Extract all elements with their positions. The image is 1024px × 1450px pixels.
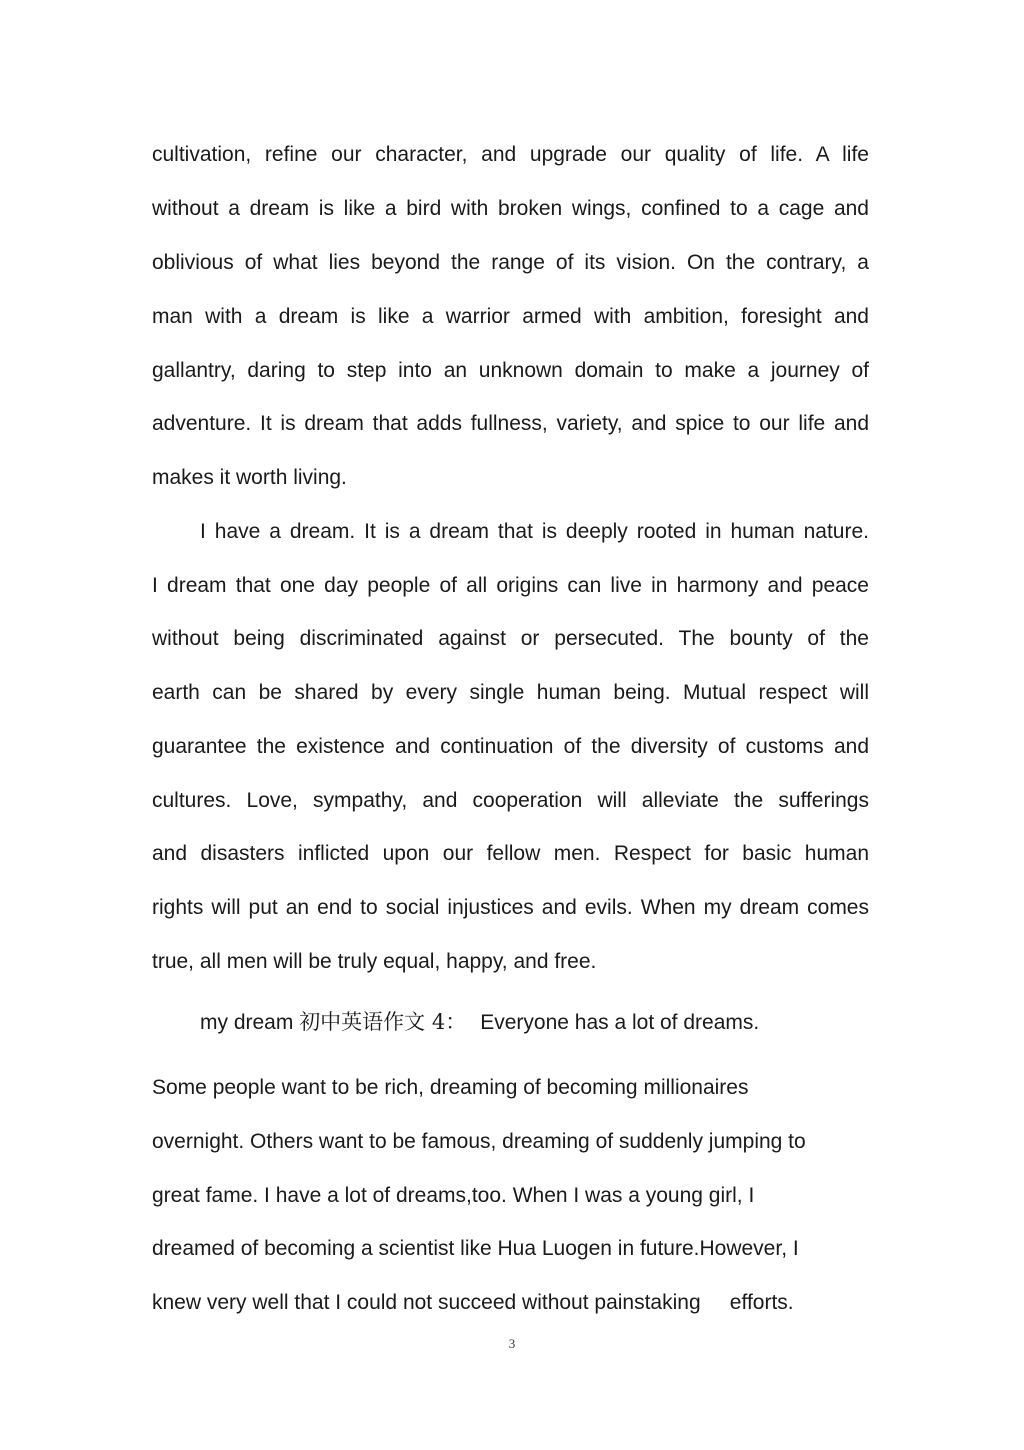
text-line: true, all men will be truly equal, happy, and free.: [152, 950, 597, 973]
text-line: dreamed of becoming a scientist like Hua Luogen in future.However, I: [152, 1237, 799, 1260]
text-line: earth can be shared by every single human being. Mutual respect will: [152, 681, 869, 704]
text-line: I have a dream. It is a dream that is deeply rooted in human nature.: [200, 520, 869, 543]
text-line: knew very well that I could not succeed without painstaking efforts.: [152, 1291, 794, 1314]
heading-rest: Everyone has a lot of dreams.: [480, 1011, 760, 1034]
text-line: great fame. I have a lot of dreams,too. When I was a young girl, I: [152, 1184, 755, 1207]
heading-cjk-label: 初中英语作文 4：: [299, 1010, 467, 1034]
text-line: gallantry, daring to step into an unknown domain to make a journey of: [152, 359, 869, 382]
text-line: oblivious of what lies beyond the range of its vision. On the contrary, a: [152, 251, 869, 274]
essay-heading: [200, 1008, 869, 1037]
text-line: guarantee the existence and continuation of the diversity of customs and: [152, 735, 869, 758]
text-line: cultures. Love, sympathy, and cooperation will alleviate the sufferings: [152, 789, 869, 812]
heading-prefix: my dream: [200, 1011, 300, 1034]
page-number: 3: [508, 1336, 516, 1351]
text-line: without being discriminated against or persecuted. The bounty of the: [152, 627, 869, 650]
text-line: man with a dream is like a warrior armed with ambition, foresight and: [152, 305, 869, 328]
text-line: I dream that one day people of all origins can live in harmony and peace: [152, 574, 869, 597]
text-line: cultivation, refine our character, and upgrade our quality of life. A life: [152, 143, 869, 166]
text-line: rights will put an end to social injustices and evils. When my dream comes: [152, 896, 869, 919]
text-line: Some people want to be rich, dreaming of becoming millionaires: [152, 1076, 749, 1099]
text-line: adventure. It is dream that adds fullness, variety, and spice to our life and: [152, 412, 869, 435]
text-line: overnight. Others want to be famous, dreaming of suddenly jumping to: [152, 1130, 806, 1153]
text-line: makes it worth living.: [152, 466, 347, 489]
text-line: and disasters inflicted upon our fellow men. Respect for basic human: [152, 842, 869, 865]
text-line: without a dream is like a bird with broken wings, confined to a cage and: [152, 197, 869, 220]
